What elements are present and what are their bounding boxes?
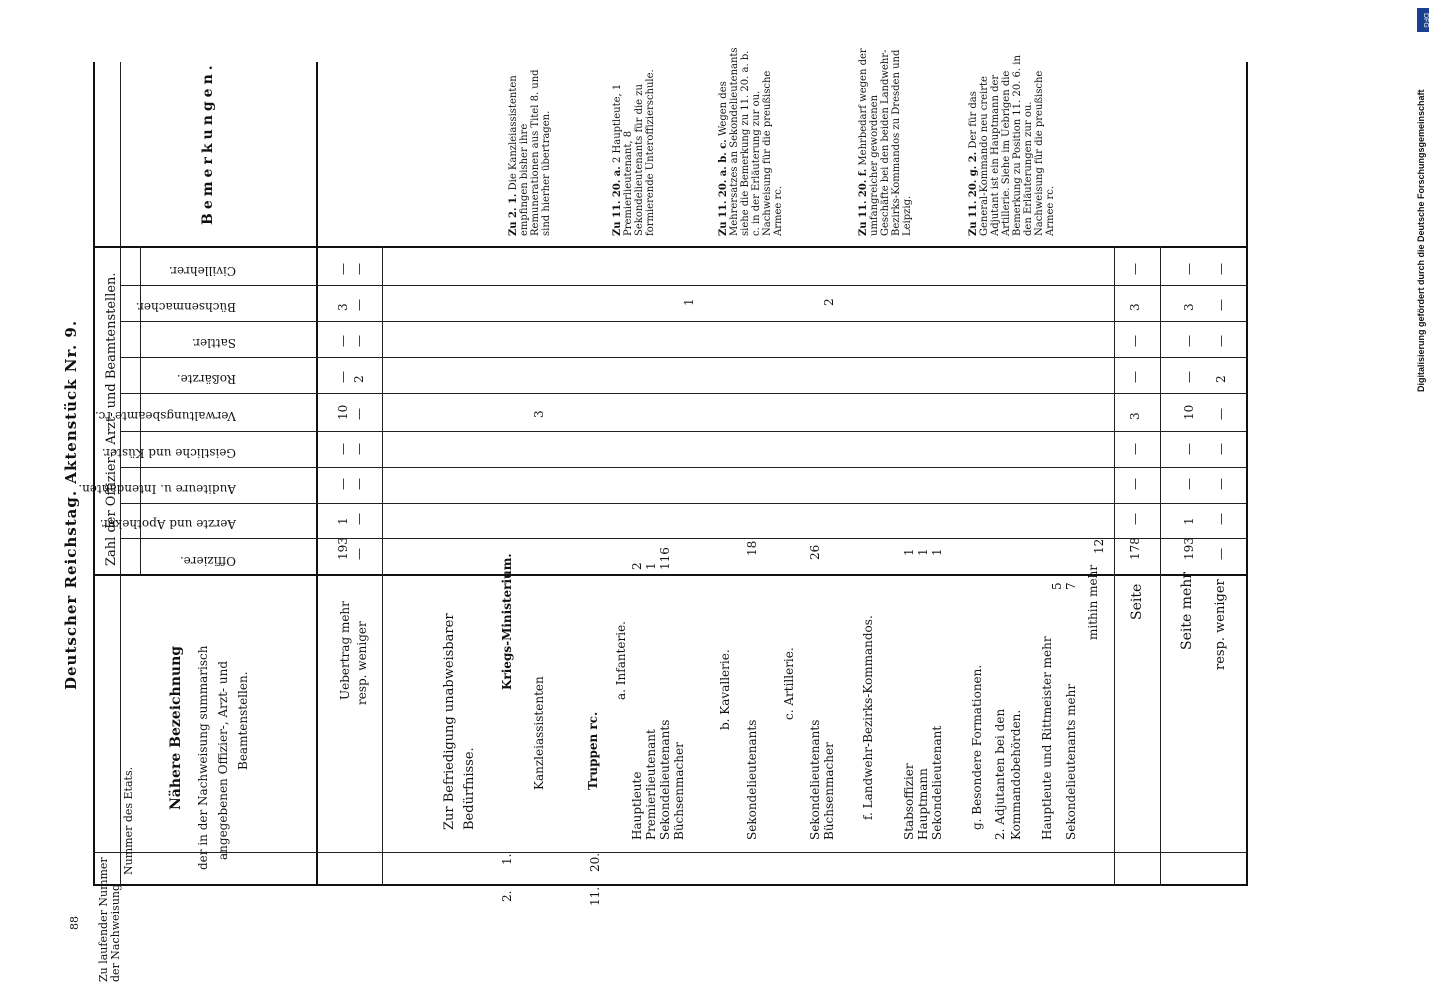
carry-less-value-7: — [352,299,366,311]
page-more-value-5: — [1182,371,1196,383]
col-doctors: Aerzte und Apotheker. [99,517,236,531]
page-more-value-1: 1 [1182,517,1196,525]
col-vets: Roßärzte. [176,372,236,386]
rule-bottom-frame [1246,62,1248,886]
carry-less-value-6: — [352,335,366,347]
adj-total: 12 [1092,538,1106,554]
item1-line: Kanzleiassistenten [532,676,546,790]
item1-no: 2. [500,890,514,902]
carry-more-value-8: — [336,263,350,275]
page-sum-label: Seite [1129,583,1145,620]
col-running: Zu laufender Nummer der Nachweisung [97,857,122,982]
carry-less-value-0: — [352,548,366,560]
remark-3 [718,46,784,236]
page-less-value-1: — [1214,513,1228,525]
rule-head-right [93,574,1248,576]
page-sum-value-2: — [1128,478,1142,490]
item2-no: 11. [588,886,602,906]
remark-1-text: Die Kanzleiassistenten empfingen bisher ihre Remunerationen aus Titel 8. und sind hierher übertragen. [508,69,552,236]
lw-line-1: Hauptmann [916,768,930,840]
remark-5-text: Der für das General-Kommando neu creirte Adjutant ist ein Hauptmann der Artillerie. Siehe im Uebrigen die Bemerkung zu Position 11. 20. 6. in den Erläuterungen zur ou. Nachweisung für die preußische Armee rc. [968,55,1056,236]
col-clergy: Geistliche und Küster. [101,446,236,460]
page-sum-value-8: — [1128,263,1142,275]
remark-1-head: Zu 2. 1. [508,193,519,236]
page-less-label: resp. weniger [1213,579,1228,670]
page-sum-value-6: — [1128,335,1142,347]
page-less-value-2: — [1214,478,1228,490]
rule-sum [1114,246,1115,886]
landwehr-title: f. Landwehr-Bezirks-Kommandos. [861,615,875,820]
remark-5 [968,46,1056,236]
carry-over-less: resp. weniger [355,621,369,705]
page-sum-value-3: — [1128,443,1142,455]
carry-more-value-2: — [336,478,350,490]
rule-col-6 [120,357,1246,358]
page-less-value-7: — [1214,299,1228,311]
page-less-value-4: — [1214,408,1228,420]
col-saddlers: Sattler. [191,336,236,350]
inf-line-2: Sekondelieutenants [658,719,672,840]
cavalry-title: b. Kavallerie. [718,649,732,730]
troops-title: Truppen rc. [586,711,600,790]
page-less-value-5: 2 [1214,375,1228,383]
art-line-1: Büchsenmacher [822,742,836,840]
rule-col-2 [120,503,1246,504]
art-gunsmith: 2 [822,298,836,306]
remark-2-text: 2 Hauptleute, 1 Premierlieutenant, 8 Sekondelieutenants für die zu formierende Unteroffizierschule. [612,69,656,236]
page-title: Deutscher Reichstag. Aktenstück Nr. 9. [62,319,80,690]
remark-2 [612,46,656,236]
carry-more-value-6: — [336,335,350,347]
adj-line-1: Sekondelieutenants mehr [1064,683,1078,840]
lw-officers-1: 1 [916,548,930,556]
col-admin: Verwaltungsbeamte rc. [94,409,236,423]
adj-val-1: 7 [1064,582,1078,590]
inf-officers-1: 1 [644,562,658,570]
remark-3-text: Wegen des Mehrersatzes an Sekondelieutenants siehe die Bemerkung zu 11. 20. a. b. c. in der Erläuterung zur ou. Nachweisung für die preußische Armee rc. [718,47,784,236]
cav-officers: 18 [745,540,759,556]
adj-val-0: 5 [1050,582,1064,590]
rule-etat-col [120,62,121,886]
page-sum-value-4: 3 [1128,412,1142,420]
carry-less-value-8: — [352,263,366,275]
col-desc-sub2: angegebenen Offizier-, Arzt- und [216,660,230,860]
remark-1 [508,46,552,236]
page-more-value-2: — [1182,478,1196,490]
page-more-value-6: — [1182,335,1196,347]
dfg-logo: DFG [1417,8,1429,32]
art-officers: 26 [808,544,822,560]
cav-line: Sekondelieutenants [745,719,759,840]
col-auditors: Auditeure u. Intendanten. [78,482,236,496]
inf-gunsmith: 1 [682,298,696,306]
remark-2-head: Zu 11. 20. a. [612,166,623,236]
col-etat: Nummer des Etats. [122,766,135,875]
page-less-value-0: — [1214,548,1228,560]
rule-remarks [93,246,1248,248]
rule-etat-sep [93,852,1246,853]
rule-col-8 [120,285,1246,286]
lw-line-2: Sekondelieutenant [930,725,944,840]
carry-over-more: Uebertrag mehr [338,601,352,700]
carry-less-value-4: — [352,408,366,420]
remark-4-text: Mehrbedarf wegen der umfangreicher gewordenen Geschäfte bei den beiden Landwehr-Bezirks-Kommandos zu Dresden und Leipzig. [858,48,913,236]
rule-top-frame [93,62,95,886]
special-title: g. Besondere Formationen. [970,664,984,830]
remark-4-head: Zu 11. 20. f. [858,168,869,236]
rule-desc-right [316,62,318,886]
inf-officers-0: 2 [630,562,644,570]
remark-5-head: Zu 11. 20. g. 2. [968,151,979,236]
adj-total-label: mithin mehr [1086,564,1100,640]
page-sum-value-0: 178 [1128,537,1142,560]
page-more-value-4: 10 [1182,404,1196,420]
inf-officers-2: 116 [658,547,672,570]
item1-admin: 3 [532,410,546,418]
col-teachers: Civillehrer. [168,264,236,278]
artillery-title: c. Artillerie. [782,647,796,720]
carry-more-value-1: 1 [336,517,350,525]
rule-col-7 [120,321,1246,322]
rule-col-5 [120,393,1246,394]
rule-col-3 [120,467,1246,468]
lw-officers-0: 1 [902,548,916,556]
col-group: Zahl der Offizier-, Arzt- und Beamtenstellen. [104,272,119,566]
col-gunsmiths: Büchsenmacher. [135,300,236,314]
rule-sum2 [1160,246,1161,886]
rule-head-left [93,884,1248,886]
item1-etat: 1. [500,853,514,865]
inf-line-3: Büchsenmacher [672,742,686,840]
rule-carry [382,246,383,886]
inf-line-1: Premierlieutenant [644,729,658,840]
carry-more-value-0: 193 [336,537,350,560]
carry-less-value-2: — [352,478,366,490]
col-remarks: Bemerkungen. [200,61,216,225]
carry-less-value-1: — [352,513,366,525]
item2-etat: 20. [588,852,602,872]
page-less-value-6: — [1214,335,1228,347]
page-more-value-7: 3 [1182,303,1196,311]
lw-line-0: Stabsoffizier [902,763,916,840]
carry-more-value-4: 10 [336,404,350,420]
section-need: Zur Befriedigung unabweisbarer Bedürfnisse. [442,613,477,830]
item1-title: Kriegs-Ministerium. [500,553,514,690]
page-sum-value-5: — [1128,371,1142,383]
carry-more-value-7: 3 [336,303,350,311]
col-desc-sub3: Beamtenstellen. [236,671,250,770]
page-more-value-0: 193 [1182,537,1196,560]
remark-4 [858,46,913,236]
page-less-value-8: — [1214,263,1228,275]
carry-more-value-5: — [336,371,350,383]
page-more-value-3: — [1182,443,1196,455]
page-more-value-8: — [1182,263,1196,275]
col-officers: Offiziere. [179,554,236,568]
page-number: 88 [68,916,81,930]
adjutants-title: 2. Adjutanten bei den Kommandobehörden. [993,708,1023,840]
page-less-value-3: — [1214,443,1228,455]
carry-less-value-5: 2 [352,375,366,383]
lw-officers-2: 1 [930,548,944,556]
rule-col-4 [120,431,1246,432]
inf-line-0: Hauptleute [630,771,644,840]
rule-col-1 [120,538,1246,539]
col-desc-sub1: der in der Nachweisung summarisch [196,645,210,870]
infantry-title: a. Infanterie. [614,621,628,700]
page-sum-value-1: — [1128,513,1142,525]
remark-3-head: Zu 11. 20. a. b. c. [718,139,729,236]
carry-less-value-3: — [352,443,366,455]
col-desc-title: Nähere Bezeichnung [168,645,184,810]
carry-more-value-3: — [336,443,350,455]
page-sum-value-7: 3 [1128,303,1142,311]
adj-line-0: Hauptleute und Rittmeister mehr [1040,636,1054,840]
art-line-0: Sekondelieutenants [808,719,822,840]
dfg-notice: Digitalisierung gefördert durch die Deutsche Forschungsgemeinschaft [1416,89,1426,392]
page-more-label: Seite mehr [1179,572,1195,650]
